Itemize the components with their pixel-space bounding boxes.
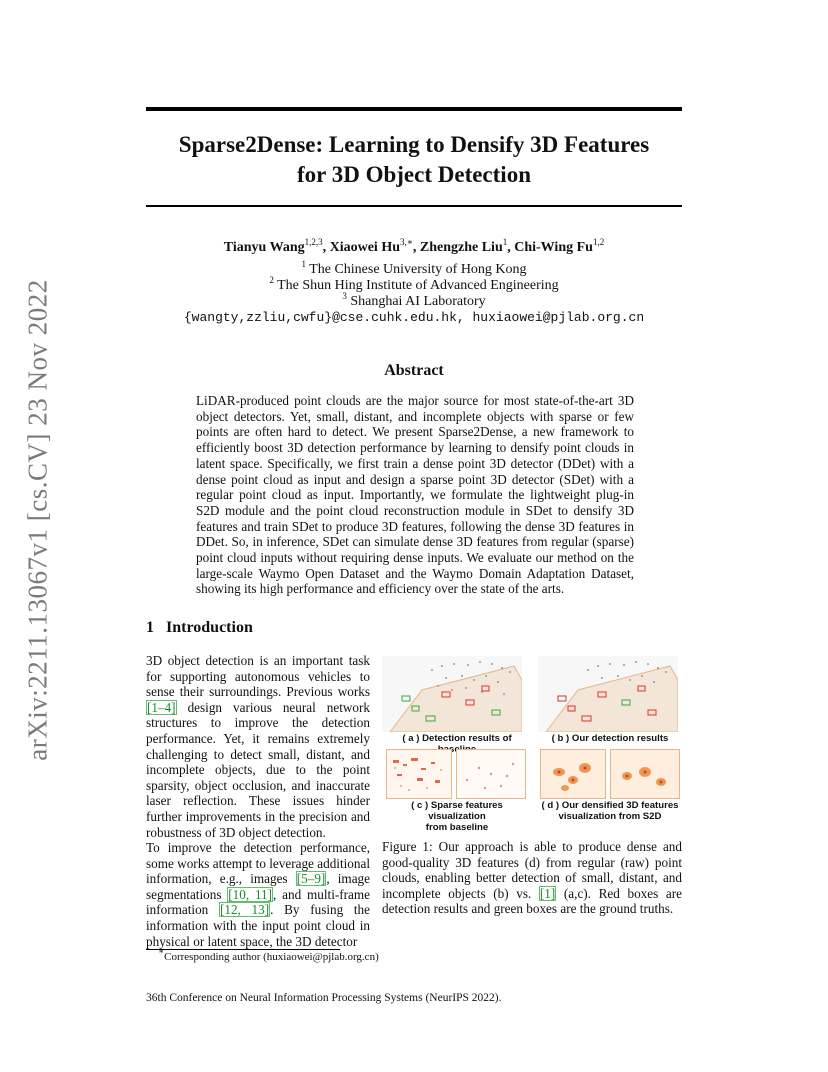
author-separator: , <box>412 240 420 255</box>
affiliation-text: The Shun Hing Institute of Advanced Engineering <box>277 278 559 293</box>
figure-caption-c <box>382 800 532 833</box>
affiliation-text: Shanghai AI Laboratory <box>350 294 486 309</box>
figure-caption-d-line2: visualization from S2D <box>558 811 662 822</box>
section-number: 1 <box>146 619 154 636</box>
author-superscript: 1 <box>502 237 508 247</box>
affiliation-superscript: 3 <box>342 291 347 301</box>
paper-title <box>146 130 682 190</box>
sparse-feature-map-2 <box>457 750 525 798</box>
abstract-heading: Abstract <box>384 362 444 379</box>
author-name: Zhengzhe Liu <box>419 240 503 255</box>
citation-link[interactable]: [1–4] <box>147 699 176 715</box>
dense-feature-map-1 <box>541 750 605 798</box>
figure-1-caption <box>382 839 682 917</box>
affiliation-text: The Chinese University of Hong Kong <box>309 262 527 277</box>
intro-p2-text-c: , and multi-frame information <box>146 886 370 918</box>
figure-panel-b-image <box>538 656 678 732</box>
author-superscript: 1,2 <box>592 237 605 247</box>
author-name: Xiaowei Hu <box>329 240 400 255</box>
figure-panel-a-image <box>382 656 522 732</box>
author-name: Tianyu Wang <box>223 240 305 255</box>
citation-link[interactable]: [12, 13] <box>219 902 270 918</box>
intro-p2-text-d: . By fusing the information with the input point cloud in physical or latent space, the 3D detector <box>146 902 370 949</box>
figure-panel-d1-image <box>540 749 606 799</box>
author-separator: , <box>322 240 330 255</box>
section-heading <box>146 619 253 637</box>
title-bottom-rule <box>146 205 682 207</box>
point-cloud-detection-baseline <box>382 656 522 732</box>
affiliation-superscript: 1 <box>301 259 306 269</box>
figure-caption-d-line1: ( d ) Our densified 3D features <box>541 800 679 811</box>
figure-panel-c1-image <box>386 749 452 799</box>
conference-footer: 36th Conference on Neural Information Processing Systems (NeurIPS 2022). <box>146 992 502 1004</box>
intro-paragraph-1 <box>146 653 370 840</box>
figure-panel-c2-image <box>456 749 526 799</box>
figure-1 <box>382 652 682 833</box>
arxiv-stamp-text: arXiv:2211.13067v1 [cs.CV] 23 Nov 2022 <box>22 279 53 761</box>
author-list <box>146 237 682 256</box>
intro-p1-text-a: 3D object detection is an important task for supporting autonomous vehicles to sense their surroundings. Previous works <box>146 653 370 700</box>
figure-caption-text-b: (a,c). Red boxes are detection results and green boxes are the ground truths. <box>382 885 682 917</box>
affiliation-line <box>146 275 682 294</box>
intro-p2-text-a: To improve the detection performance, some works attempt to leverage additional information, e.g., images <box>146 840 370 887</box>
title-line-1: Sparse2Dense: Learning to Densify 3D Features <box>178 132 650 157</box>
figure-panel-d2-image <box>610 749 680 799</box>
figure-caption-d <box>538 800 682 822</box>
figure-caption-text-a: Figure 1: Our approach is able to produce dense and good-quality 3D features (d) from regular (raw) point clouds, enabling better detection of small, distant, and incomplete objects (b) vs. <box>382 839 682 901</box>
author-name: Chi-Wing Fu <box>514 240 593 255</box>
citation-link[interactable]: [5–9] <box>296 871 326 887</box>
point-cloud-detection-ours <box>538 656 678 732</box>
citation-link[interactable]: [1] <box>539 885 556 901</box>
affiliation-line <box>146 259 682 278</box>
abstract-body: LiDAR-produced point clouds are the major source for most state-of-the-art 3D object detectors. Yet, small, distant, and incomplete objects with sparse or few points are often hard to detect. We present Sparse2Dense, a new framework to efficiently boost 3D detection performance by learning to densify point clouds in latent space. Specifically, we first train a dense point 3D detector (DDet) with a dense point cloud as input and design a sparse point 3D detector (SDet) with a regular point cloud as input. Importantly, we formulate the lightweight plug-in S2D module and the point cloud reconstruction module in SDet to densify 3D features and train SDet to produce 3D features, following the dense 3D features in DDet. So, in inference, SDet can simulate dense 3D features from regular (sparse) point cloud inputs without requiring dense inputs. We evaluate our method on the large-scale Waymo Open Dataset and the Waymo Domain Adaptation Dataset, showing its high performance and efficiency over the state of the arts. <box>196 393 634 597</box>
footnote-text: Corresponding author (huxiaowei@pjlab.org.cn) <box>164 951 379 963</box>
arxiv-stamp <box>18 280 58 760</box>
figure-caption-c-line1: ( c ) Sparse features visualization <box>411 800 503 822</box>
author-emails: {wangty,zzliu,cwfu}@cse.cuhk.edu.hk, huxiaowei@pjlab.org.cn <box>183 310 645 325</box>
citation-link[interactable]: [10, 11] <box>228 886 273 902</box>
affiliation-line <box>146 291 682 310</box>
intro-p2-text-b: , image segmentations <box>146 871 370 902</box>
author-separator: , <box>507 240 515 255</box>
intro-p1-text-b: design various neural network structures to improve the detection performance. Yet, it remains extremely challenging to detect small, distant, and incomplete objects, due to the point sparsity, object occlusion, and inaccurate laser reflection. These issues hinder further improvements in the precision and robustness of 3D object detection. <box>146 699 370 840</box>
figure-caption-c-line2: from baseline <box>425 822 489 833</box>
affiliation-superscript: 2 <box>269 275 274 285</box>
author-superscript: 3,∗ <box>400 237 413 247</box>
section-title: Introduction <box>166 619 253 636</box>
title-line-2: for 3D Object Detection <box>297 162 531 187</box>
sparse-feature-map-1 <box>387 750 451 798</box>
intro-paragraph-2 <box>146 840 370 949</box>
figure-caption-b: ( b ) Our detection results <box>551 733 669 744</box>
author-superscript: 1,2,3 <box>304 237 323 247</box>
figure-caption-a: ( a ) Detection results of <box>402 733 512 744</box>
affiliation-list <box>146 259 682 310</box>
dense-feature-map-2 <box>611 750 679 798</box>
footnote-mark: ∗ <box>158 946 165 956</box>
title-top-rule <box>146 107 682 111</box>
footnote <box>158 946 379 963</box>
footnote-rule <box>146 949 340 950</box>
